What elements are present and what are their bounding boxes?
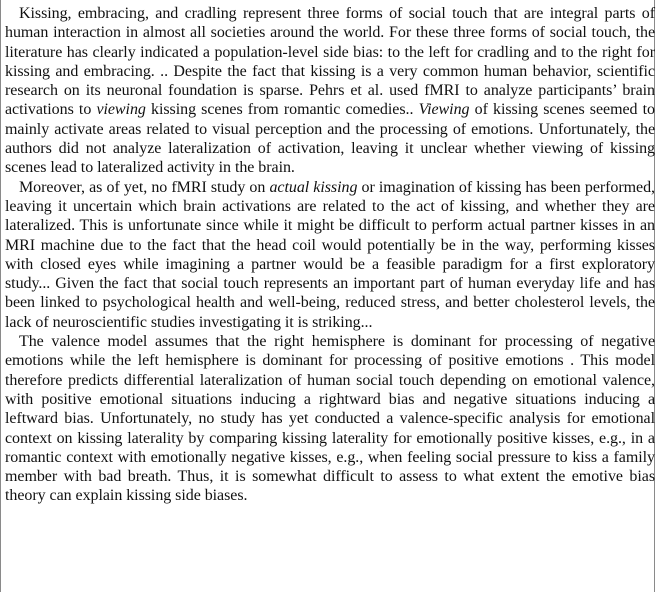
italic-text-run: viewing — [96, 101, 146, 119]
text-run: Moreover, as of yet, no fMRI study on — [19, 178, 270, 196]
italic-text-run: actual kissing — [269, 178, 358, 196]
paragraph-3 — [5, 332, 655, 506]
paragraph-2 — [5, 178, 655, 332]
text-run: or imagination of kissing has been performed, leaving it uncertain which brain activations are related to the act of kissing, and whether they are lateralized. This is unfortunate since while it might be difficult to perform actual partner kisses in an MRI machine due to the fact that the head coil would potentially be in the way, performing kisses with closed eyes while imagining a partner would be a feasible paradigm for a first exploratory study... Given the fact that social touch represents an important part of human everyday life and has been linked to psychological health and well-being, reduced stress, and better cholesterol levels, the lack of neuroscientific studies investigating it is striking... — [5, 178, 655, 331]
italic-text-run: Viewing — [418, 101, 470, 119]
text-run: kissing scenes from romantic comedies.. — [145, 101, 419, 119]
paragraph-1 — [5, 4, 655, 178]
document-text-area — [5, 4, 655, 506]
text-run: Kissing, embracing, and cradling represent three forms of social touch that are integral parts of human interaction in almost all societies around the world. For these three forms of social touch, the literature has clearly indicated a population-level side bias: to the left for cradling and to the right for kissing and embracing. .. Despite the fact that kissing is a very common human behavior, scientific research on its neuronal foundation is sparse. Pehrs et al. used fMRI to analyze participants’ brain activations to — [5, 5, 655, 119]
text-run: The valence model assumes that the right hemisphere is dominant for processing of negative emotions while the left hemisphere is dominant for processing of positive emotions . This model therefore predicts differential lateralization of human social touch depending on emotional valence, with positive emotional situations inducing a rightward bias and negative situations inducing a leftward bias. Unfortunately, no study has yet conducted a valence-specific analysis for emotional context on kissing laterality by comparing kissing laterality for emotionally positive kisses, e.g., in a romantic context with emotionally negative kisses, e.g., when feeling social pressure to kiss a family member with bad breath. Thus, it is somewhat difficult to assess to what extent the emotive bias theory can explain kissing side biases. — [5, 333, 655, 505]
text-run: of kissing scenes seemed to mainly activate areas related to visual perception and the processing of emotions. Unfortunately, the authors did not analyze lateralization of activation, leaving it unclear whether viewing of kissing scenes lead to lateralized activity in the brain. — [5, 101, 655, 177]
